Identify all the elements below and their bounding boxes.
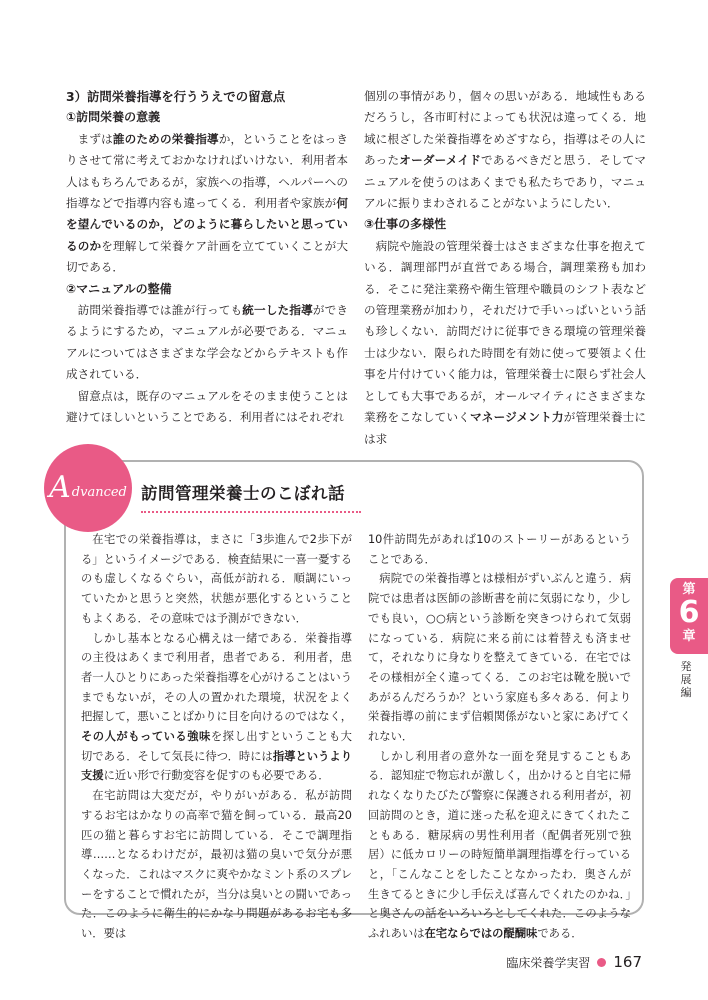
right-column <box>364 86 646 450</box>
advanced-paragraph-continued: 10件訪問先があれば10のストーリーがあるということである． <box>368 533 631 566</box>
subheading-diversity: ③仕事の多様性 <box>364 217 447 232</box>
page-number: 167 <box>613 953 642 971</box>
chapter-tab: 第 6 章 <box>670 578 708 654</box>
paragraph-continued: 個別の事情があり，個々の思いがある．地域性もあるだろうし，各市町村によっても状況は違ってくる．地域に根ざした栄養指導をめざすなら，指導はその人にあったオーダーメイドであるべきだと思う．そしてマニュアルを使うのはあくまでも私たちであり，マニュアルに振りまわされることがないようにしたい． <box>364 89 646 211</box>
subheading-manual: ②マニュアルの整備 <box>66 281 172 296</box>
advanced-paragraph-2: しかし基本となる心構えは一緒である．栄養指導の主役はあくまで利用者，患者である．利用者，患者一人ひとりにあった栄養指導を心がけることはいうまでもないが，その人の置かれた環境，状況をよく把握して，悪いことばかりに目を向けるのではなく，その人がもっている強味を探し出すということも大切である．そして気長に待つ．時には指導というより支援に近い形で行動変容を促すのも必要である． <box>81 631 353 783</box>
footer-dot-icon <box>597 958 606 967</box>
advanced-title: 訪問管理栄養士のこぼれ話 <box>141 480 361 513</box>
advanced-paragraph-3: 在宅訪問は大変だが，やりがいがある．私が訪問するお宅はかなりの高率で猫を飼っている．最高20匹の猫と暮らすお宅に訪問している．そこで調理指導……となるわけだが，最初は猫の臭いで気分が悪くなった．これはマスクに爽やかなミント系のスプレーをすることで慣れたが，当分は臭いとの闘いであった．このように衛生的にかなり問題があるお宅も多い．要は <box>81 789 353 941</box>
chapter-number: 6 <box>678 595 700 630</box>
book-title: 臨床栄養学実習 <box>506 955 591 970</box>
paragraph-significance: まずは誰のための栄養指導か，ということをはっきりさせて常に考えておかなければいけない．利用者本人はもちろんであるが，家族への指導，ヘルパーへの指導などで指導内容も違ってくる．利用者や家族が何を望んでいるのか，どのように暮らしたいと思っているのかを理解して栄養ケア計画を立てていくことが大切である． <box>66 131 348 275</box>
footer <box>506 953 642 971</box>
advanced-paragraph-4: 病院での栄養指導とは様相がずいぶんと違う．病院では患者は医師の診断書を前に気弱になり，少しでも良い，○○病という診断を突きつけられて気弱になっている．病院に来る前には着替えも済ませて，それなりに身なりを整えてきている．在宅ではその様相が全く違ってくる．このお宅は靴を脱いであがるんだろうか？という家庭も多々ある．何より栄養指導の前にまず信頼関係がないと家にあげてくれない． <box>368 572 631 744</box>
section-label: 発展編 <box>680 660 692 699</box>
advanced-badge: A dvanced <box>44 444 132 532</box>
advanced-right-column <box>368 530 631 944</box>
left-column <box>66 86 348 429</box>
paragraph-manual: 訪問栄養指導では誰が行っても統一した指導ができるようにするため，マニュアルが必要である．マニュアルについてはさまざまな学会などからテキストも作成されている． <box>66 303 348 382</box>
paragraph-diversity: 病院や施設の管理栄養士はさまざまな仕事を抱えている．調理部門が直営である場合，調理業務も加わる．そこに発注業務や衛生管理や職員のシフト表などの管理業務が加わり，それだけで手いっぱいという話も珍しくない．訪問だけに従事できる環境の管理栄養士は少ない．限られた時間を有効に使って要領よく仕事を片付けていく能力は，管理栄養士に限らず社会人としても大事であるが，オールマイティにさまざまな業務をこなしていくマネージメント力が管理栄養士には求 <box>364 238 646 446</box>
advanced-paragraph-1: 在宅での栄養指導は，まさに「3歩進んで2歩下がる」というイメージである．検査結果に一喜一憂するのも虚しくなるぐらい，高低が訪れる．順調にいっていたかと思うと突然，状態が悪化するということもよくある．その意味では予測ができない． <box>81 533 352 625</box>
subheading-significance: ①訪問栄養の意義 <box>66 110 161 125</box>
section-heading: 3）訪問栄養指導を行ううえでの留意点 <box>66 89 286 104</box>
advanced-paragraph-5: しかし利用者の意外な一面を発見することもある．認知症で物忘れが激しく，出かけると自宅に帰れなくなりたびたび警察に保護される利用者が，初回訪問のとき，道に迷った私を迎えにきてくれたこともある．糖尿病の男性利用者（配偶者死別で独居）に低カロリーの時短簡単調理指導を行っていると，「こんなことをしたことなかったわ．奥さんが生きてるときに少し手伝えば喜んでくれたのかね．」と奥さんの話をいろいろとしてくれた．このようなふれあいは在宅ならではの醍醐味である． <box>368 749 631 941</box>
advanced-left-column <box>81 530 352 944</box>
paragraph-caution: 留意点は，既存のマニュアルをそのまま使うことは避けてほしいということである．利用者にはそれぞれ <box>66 388 348 425</box>
